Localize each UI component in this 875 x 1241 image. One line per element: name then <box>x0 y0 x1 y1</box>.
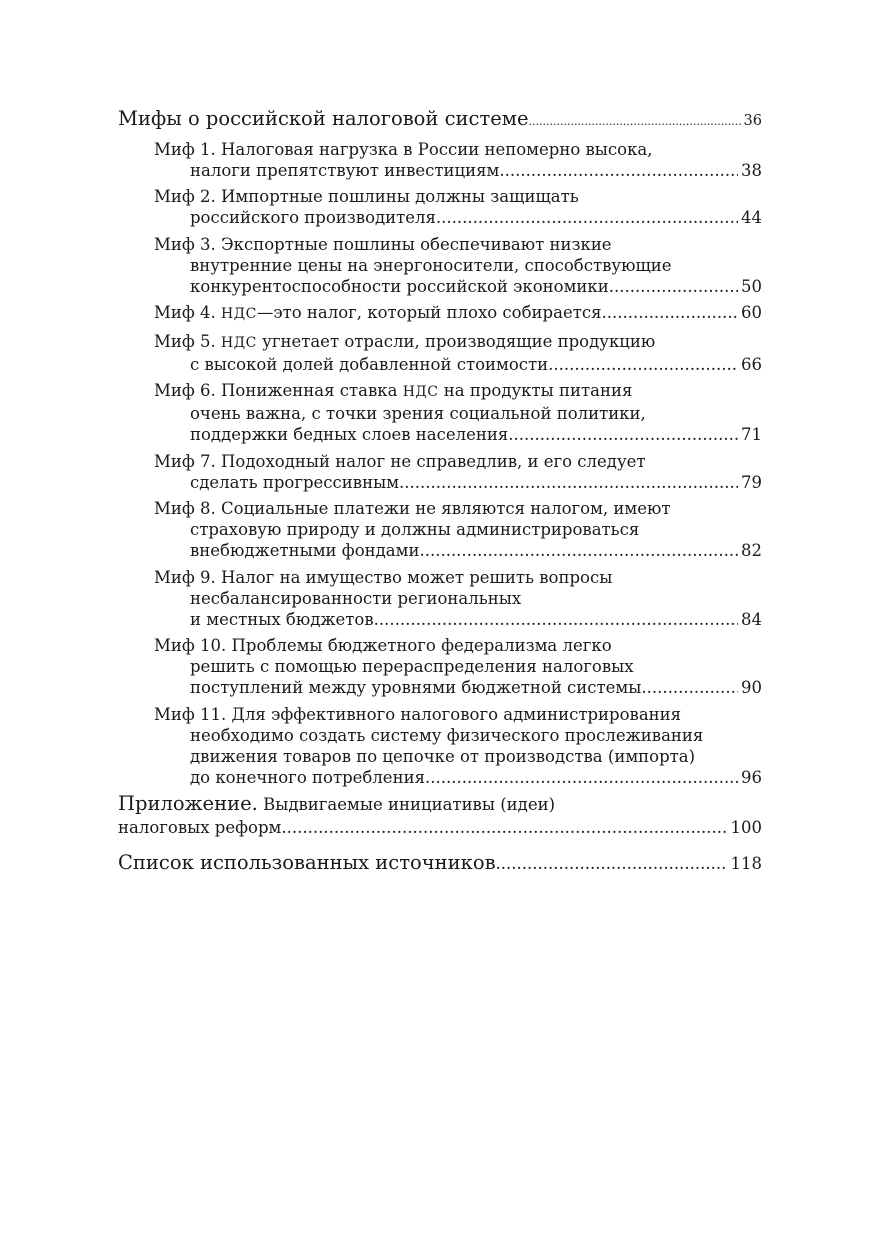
toc-page-number: 96 <box>741 767 762 787</box>
toc-entry-prefix: Миф 4. <box>154 303 222 322</box>
dot-leader <box>548 354 738 375</box>
toc-page-number: 60 <box>741 303 762 322</box>
toc-entry-myth-4[interactable] <box>118 302 762 325</box>
toc-entry-line: несбалансированности региональных <box>190 588 522 608</box>
dot-leader <box>399 472 738 493</box>
toc-page-number: 100 <box>730 817 762 837</box>
toc-entry-line <box>154 331 762 354</box>
toc-entry-myth-11[interactable] <box>118 704 762 788</box>
toc-page-number: 36 <box>743 113 762 129</box>
toc-page-number: 118 <box>730 853 762 873</box>
toc-entry-myth-6[interactable] <box>118 380 762 445</box>
toc-section-title: Мифы о российской налоговой системе <box>118 107 529 130</box>
toc-entry-line: с высокой долей добавленной стоимости <box>190 354 549 374</box>
toc-entry-line: и местных бюджетов <box>190 609 374 629</box>
toc-entry-line <box>154 302 601 325</box>
toc-entry-suffix: на продукты питания <box>438 381 633 400</box>
toc-entry-line: Миф 8. Социальные платежи не являются налогом, имеют <box>154 499 671 518</box>
dot-leader <box>281 816 727 839</box>
toc-entry-line: Миф 9. Налог на имущество может решить вопросы <box>154 567 613 587</box>
toc-entry-myth-7[interactable] <box>118 451 762 493</box>
appendix-title: Выдвигаемые инициативы (идеи) <box>257 794 556 814</box>
dot-leader <box>508 424 738 445</box>
toc-entry-line <box>118 793 762 816</box>
toc-entry-myth-3[interactable] <box>118 234 762 297</box>
toc-entry-line <box>154 380 762 403</box>
dot-leader <box>641 677 738 698</box>
toc-page-number: 38 <box>741 160 762 180</box>
toc-page-number: 71 <box>741 425 762 444</box>
toc-entry-myth-9[interactable] <box>118 567 762 630</box>
toc-page-number: 79 <box>741 472 762 492</box>
abbreviation-vat: НДС <box>402 384 439 400</box>
toc-entry-myth-2[interactable] <box>118 186 762 228</box>
abbreviation-vat: НДС <box>221 306 257 322</box>
toc-entry-myth-1[interactable] <box>118 139 762 181</box>
toc-entry-line: внутренние цены на энергоносители, способствующие <box>190 255 672 275</box>
toc-entry-line: внебюджетными фондами <box>190 541 420 560</box>
toc-page-number: 66 <box>741 354 762 374</box>
toc-entry-line: налоги препятствуют инвестициям <box>190 160 500 180</box>
toc-entry-line: Миф 2. Импортные пошлины должны защищать <box>154 187 579 206</box>
toc-entry-line: Миф 1. Налоговая нагрузка в России непомерно высока, <box>154 139 653 159</box>
toc-entry-line: движения товаров по цепочке от производства (импорта) <box>190 746 696 766</box>
dot-leader <box>528 108 740 133</box>
dot-leader <box>496 852 728 875</box>
dot-leader <box>601 302 738 323</box>
toc-section-title: Список использованных источников <box>118 850 496 874</box>
dot-leader <box>436 207 738 228</box>
toc-page-number: 44 <box>741 208 762 227</box>
dot-leader <box>419 540 738 561</box>
toc-entry-line: решить с помощью перераспределения налоговых <box>190 657 634 676</box>
toc-entry-line: необходимо создать систему физического прослеживания <box>190 725 704 745</box>
toc-entry-line: Миф 11. Для эффективного налогового администрирования <box>154 704 682 724</box>
toc-entry-suffix: —это налог, который плохо собирается <box>256 303 602 322</box>
toc-entry-prefix: Миф 5. <box>154 331 222 351</box>
abbreviation-vat: НДС <box>221 334 257 351</box>
toc-section-myths[interactable] <box>118 108 762 133</box>
dot-leader <box>425 767 738 788</box>
toc-page-number: 84 <box>741 609 762 629</box>
toc-entry-line: Миф 3. Экспортные пошлины обеспечивают низкие <box>154 234 612 254</box>
toc-entry-line: налоговых реформ <box>118 817 282 837</box>
toc-entry-line: Миф 7. Подоходный налог не справедлив, и его следует <box>154 451 646 471</box>
toc-entry-line: до конечного потребления <box>190 767 425 787</box>
toc-entry-line: Миф 10. Проблемы бюджетного федерализма легко <box>154 636 612 655</box>
dot-leader <box>609 276 738 297</box>
table-of-contents <box>118 108 762 875</box>
toc-entry-references[interactable] <box>118 852 762 875</box>
toc-entry-suffix: угнетает отрасли, производящие продукцию <box>256 331 656 351</box>
toc-entry-prefix: Миф 6. Пониженная ставка <box>154 381 403 400</box>
toc-page-number: 50 <box>741 276 762 296</box>
toc-entry-line: российского производителя <box>190 208 436 227</box>
dot-leader <box>499 160 738 181</box>
toc-entry-myth-5[interactable] <box>118 331 762 375</box>
toc-entry-line: сделать прогрессивным <box>190 472 400 492</box>
appendix-label: Приложение. <box>118 791 258 815</box>
toc-page-number: 90 <box>741 678 762 697</box>
toc-entry-myth-10[interactable] <box>118 635 762 698</box>
toc-entry-line: поступлений между уровнями бюджетной системы <box>190 678 642 697</box>
toc-entry-myth-8[interactable] <box>118 498 762 561</box>
toc-entry-line: поддержки бедных слоев населения <box>190 425 509 444</box>
toc-entry-line: страховую природу и должны администрироваться <box>190 520 640 539</box>
toc-entry-line: конкурентоспособности российской экономики <box>190 276 609 296</box>
toc-entry-line: очень важна, с точки зрения социальной политики, <box>190 404 646 423</box>
toc-entry-appendix[interactable] <box>118 793 762 839</box>
toc-page-number: 82 <box>741 541 762 560</box>
dot-leader <box>374 609 738 630</box>
